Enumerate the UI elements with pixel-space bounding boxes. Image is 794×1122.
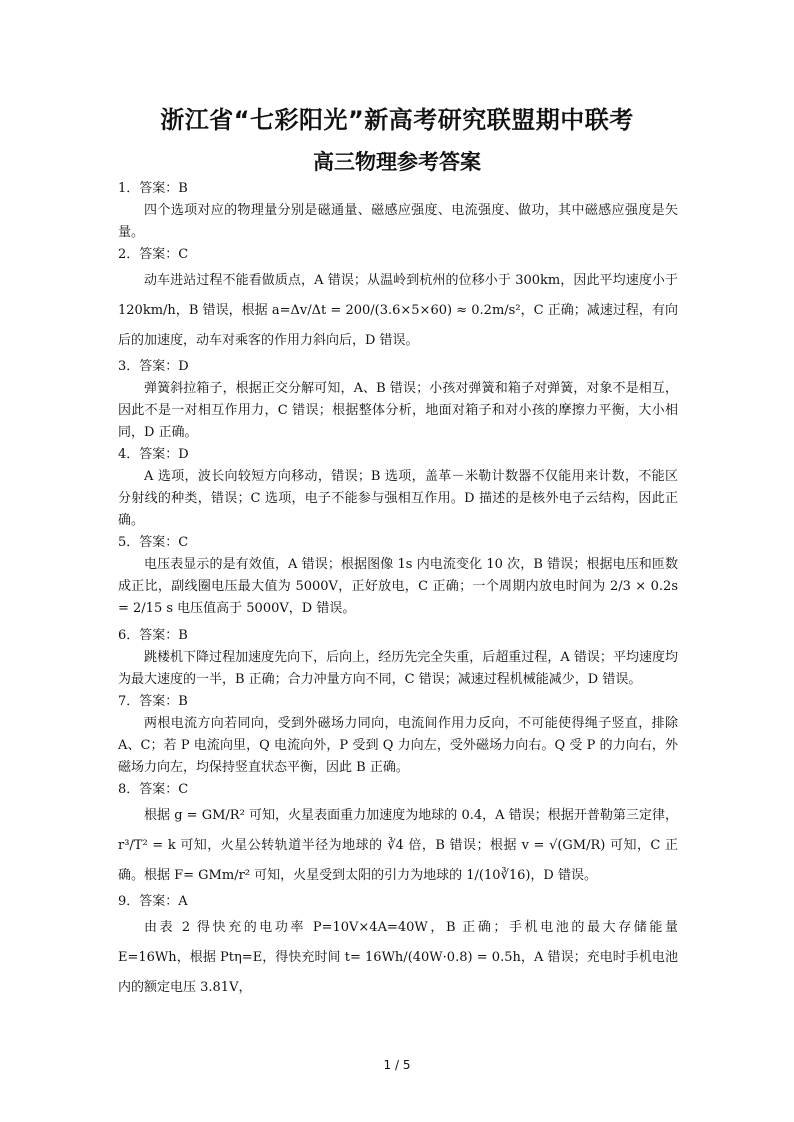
document-title: 浙江省“七彩阳光”新高考研究联盟期中联考: [160, 106, 634, 134]
answer-item-4: [118, 444, 678, 532]
page-number: 1 / 5: [383, 1058, 411, 1072]
answer-item-8: [118, 779, 678, 891]
answer-list: [118, 178, 678, 1003]
answer-heading: 8．答案：C: [118, 782, 189, 797]
answer-item-9: [118, 891, 678, 1003]
answer-explanation: 两根电流方向若同向，受到外磁场力同向，电流间作用力反向，不可能使得绳子竖直，排除 A、C；若 P 电流向里，Q 电流向外，P 受到 Q 力向左，受外磁场力向右。Q 受 P 的力向右，外磁场力向左，均保持竖直状态平衡，因此 B 正确。: [118, 716, 678, 775]
answer-item-1: [118, 178, 678, 244]
answer-heading: 4．答案：D: [118, 447, 189, 462]
answer-heading: 2．答案：C: [118, 247, 189, 262]
answer-heading: 5．答案：C: [118, 535, 189, 550]
answer-explanation: 四个选项对应的物理量分别是磁通量、磁感应强度、电流强度、做功，其中磁感应强度是矢量。: [118, 203, 678, 240]
answer-explanation: 电压表显示的是有效值，A 错误；根据图像 1s 内电流变化 10 次，B 错误；根据电压和匝数成正比，副线圈电压最大值为 5000V，正好放电，C 正确；一个周期内放电时间为 2/3 × 0.2s = 2/15 s 电压值高于 5000V，D 错误。: [118, 557, 678, 616]
answer-explanation: 弹簧斜拉箱子，根据正交分解可知，A、B 错误；小孩对弹簧和箱子对弹簧，对象不是相互，因此不是一对相互作用力，C 错误；根据整体分析，地面对箱子和对小孩的摩擦力平衡，大小相同，D 正确。: [118, 381, 678, 440]
answer-item-6: [118, 625, 678, 691]
answer-heading: 6．答案：B: [118, 628, 188, 643]
answer-heading: 3．答案：D: [118, 359, 189, 374]
answer-item-7: [118, 691, 678, 779]
answer-item-3: [118, 356, 678, 444]
answer-item-2: [118, 244, 678, 356]
document-subtitle: 高三物理参考答案: [313, 150, 481, 174]
answer-explanation: 跳楼机下降过程加速度先向下，后向上，经历先完全失重，后超重过程，A 错误；平均速度均为最大速度的一半，B 正确；合力冲量方向不同，C 错误；减速过程机械能减少，D 错误。: [118, 650, 678, 687]
answer-heading: 9．答案：A: [118, 894, 188, 909]
answer-explanation: 根据 g = GM/R² 可知，火星表面重力加速度为地球的 0.4，A 错误；根据开普勒第三定律，r³/T² = k 可知，火星公转轨道半径为地球的 ∛4 倍，B 错误；根据 v = √(GM/R) 可知，C 正确。根据 F= GMm/r² 可知，火星受到太阳的引力为地球的 1/(10∛16)，D 错误。: [118, 808, 678, 883]
answer-explanation: A 选项，波长向较短方向移动，错误；B 选项，盖革－米勒计数器不仅能用来计数，不能区分射线的种类，错误；C 选项，电子不能参与强相互作用。D 描述的是核外电子云结构，因此正确。: [118, 469, 678, 528]
answer-heading: 1．答案：B: [118, 181, 188, 196]
answer-heading: 7．答案：B: [118, 694, 188, 709]
answer-explanation: 由表 2 得快充的电功率 P=10V×4A=40W，B 正确；手机电池的最大存储能量 E=16Wh，根据 Ptη=E，得快充时间 t= 16Wh/(40W·0.8) = 0.5h，A 错误；充电时手机电池内的额定电压 3.81V，: [118, 920, 678, 995]
answer-explanation: 动车进站过程不能看做质点，A 错误；从温岭到杭州的位移小于 300km，因此平均速度小于 120km/h，B 错误，根据 a=Δv/Δt = 200/(3.6×5×60) ≈ 0.2m/s²，C 正确；减速过程，有向后的加速度，动车对乘客的作用力斜向后，D 错误。: [118, 273, 678, 348]
answer-item-5: [118, 532, 678, 620]
